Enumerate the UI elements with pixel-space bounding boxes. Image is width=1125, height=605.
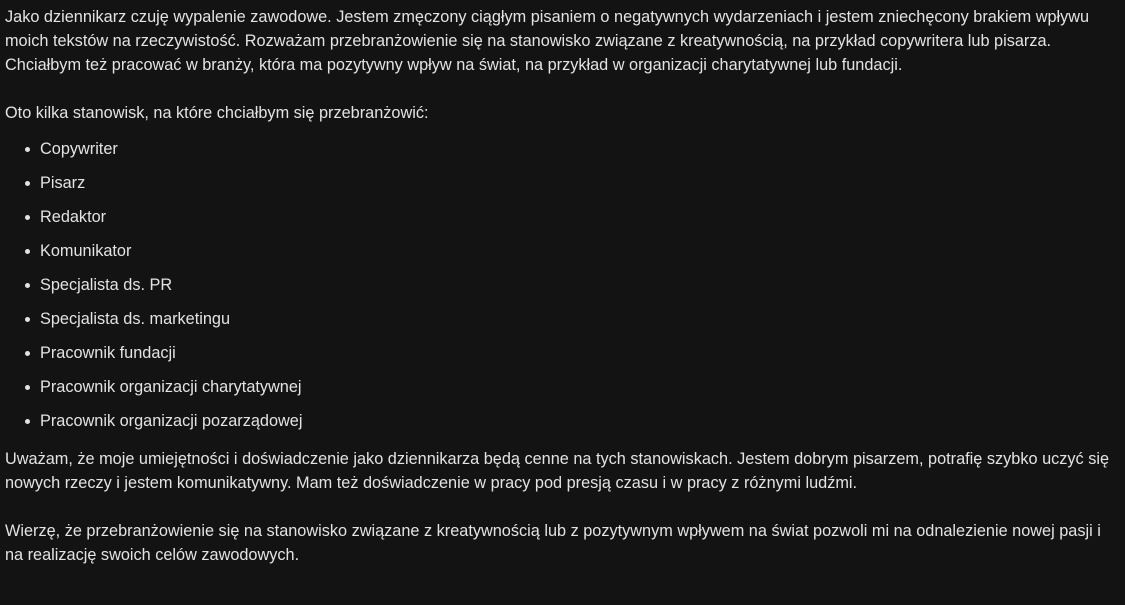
list-item: Pracownik organizacji pozarządowej (5, 409, 1117, 433)
conclusion-paragraph: Wierzę, że przebranżowienie się na stanowisko związane z kreatywnością lub z pozytywnym wpływem na świat pozwoli mi na odnalezienie nowej pasji i na realizację swoich celów zawodowych. (5, 522, 1101, 564)
response-document (5, 5, 1117, 567)
list-item: Redaktor (5, 205, 1117, 229)
positions-list (5, 137, 1117, 433)
list-item: Specjalista ds. PR (5, 273, 1117, 297)
list-item: Pracownik organizacji charytatywnej (5, 375, 1117, 399)
list-item: Pracownik fundacji (5, 341, 1117, 365)
list-item: Pisarz (5, 171, 1117, 195)
skills-paragraph: Uważam, że moje umiejętności i doświadczenie jako dziennikarza będą cenne na tych stanowiskach. Jestem dobrym pisarzem, potrafię szybko uczyć się nowych rzeczy i jestem komunikatywny. Mam też doświadczenie w pracy pod presją czasu i w pracy z różnymi ludźmi. (5, 450, 1110, 492)
intro-paragraph: Jako dziennikarz czuję wypalenie zawodowe. Jestem zmęczony ciągłym pisaniem o negatywnych wydarzeniach i jestem zniechęcony brakiem wpływu moich tekstów na rzeczywistość. Rozważam przebranżowienie się na stanowisko związane z kreatywnością, na przykład copywritera lub pisarza. Chciałbym też pracować w branży, która ma pozytywny wpływ na świat, na przykład w organizacji charytatywnej lub fundacji. (5, 8, 1090, 74)
list-item: Specjalista ds. marketingu (5, 307, 1117, 331)
list-intro-paragraph: Oto kilka stanowisk, na które chciałbym się przebranżowić: (5, 104, 429, 122)
list-item: Copywriter (5, 137, 1117, 161)
list-item: Komunikator (5, 239, 1117, 263)
